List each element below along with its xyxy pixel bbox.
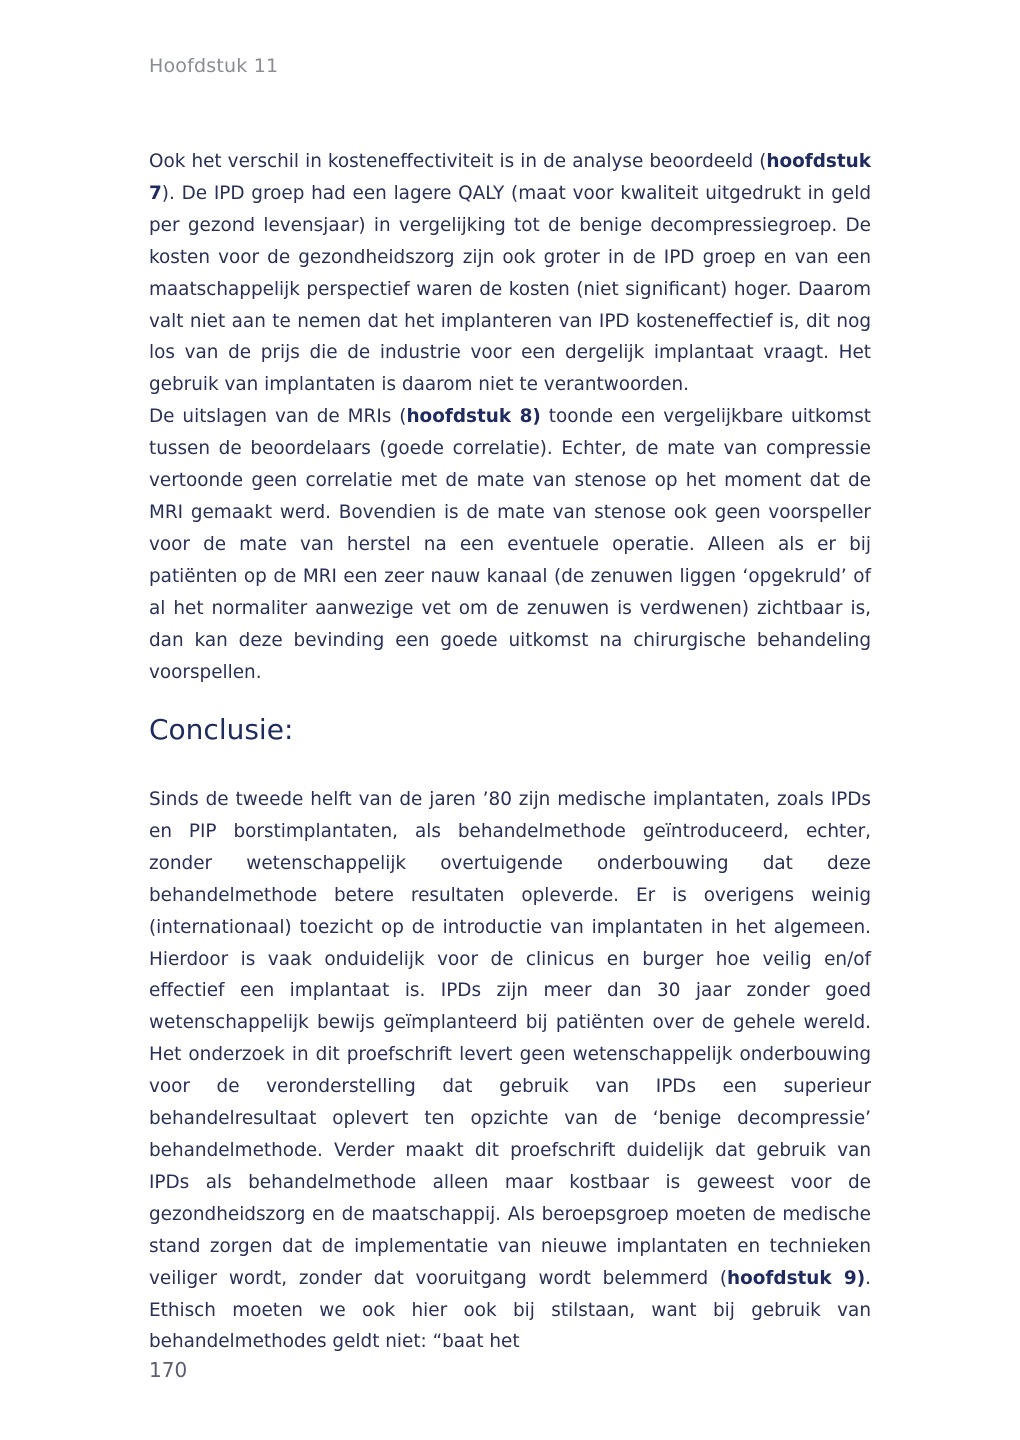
body-text-block	[149, 146, 871, 688]
conclusion-text-block	[149, 784, 871, 1358]
text-run: toonde een vergelijkbare uitkomst tussen de beoordelaars (goede correlatie). Echter, de mate van compressie vertoonde geen correlatie met de mate van stenose op het moment dat de MRI gemaakt werd. Bovendien is de mate van stenose ook geen voorspeller voor de mate van herstel na een eventuele operatie. Alleen als er bij patiënten op de MRI een zeer nauw kanaal (de zenuwen liggen ‘opgekruld’ of al het normaliter aanwezige vet om de zenuwen is verdwenen) zichtbaar is, dan kan deze bevinding een goede uitkomst na chirurgische behandeling voorspellen.	[149, 406, 871, 683]
paragraph-cost-effectiveness	[149, 146, 871, 401]
text-run: Sinds de tweede helft van de jaren ’80 zijn medische implantaten, zoals IPDs en PIP borstimplantaten, als behandelmethode geïntroduceerd, echter, zonder wetenschappelijk overtuigende onderbouwing dat deze behandelmethode betere resultaten opleverde. Er is overigens weinig (internationaal) toezicht op de introductie van implantaten in het algemeen. Hierdoor is vaak onduidelijk voor de clinicus en burger hoe veilig en/of effectief een implantaat is. IPDs zijn meer dan 30 jaar zonder goed wetenschappelijk bewijs geïmplanteerd bij patiënten over de gehele wereld. Het onderzoek in dit proefschrift levert geen wetenschappelijk onderbouwing voor de veronderstelling dat gebruik van IPDs een superieur behandelresultaat oplevert ten opzichte van de ‘benige decompressie’ behandelmethode. Verder maakt dit proefschrift duidelijk dat gebruik van IPDs als behandelmethode alleen maar kostbaar is geweest voor de gezondheidszorg en de maatschappij. Als beroepsgroep moeten de medische stand zorgen dat de implementatie van nieuwe implantaten en technieken veiliger wordt, zonder dat vooruitgang wordt belemmerd (	[149, 789, 871, 1289]
chapter-reference: hoofdstuk 9)	[727, 1267, 866, 1289]
chapter-reference: hoofdstuk 8)	[406, 406, 541, 428]
text-run: Ook het verschil in kosteneffectiviteit is in de analyse beoordeeld (	[149, 151, 767, 172]
page-number: 170	[149, 1358, 188, 1382]
text-run: De uitslagen van de MRIs (	[149, 406, 407, 428]
chapter-reference: hoofdstuk 7	[149, 151, 871, 204]
text-run: ). De IPD groep had een lagere QALY (maat voor kwaliteit uitgedrukt in geld per gezond levensjaar) in vergelijking tot de benige decompressiegroep. De kosten voor de gezondheidszorg zijn ook groter in de IPD groep en van een maatschappelijk perspectief waren de kosten (niet significant) hoger. Daarom valt niet aan te nemen dat het implanteren van IPD kosteneffectief is, dit nog los van de prijs die de industrie voor een dergelijk implantaat vraagt. Het gebruik van implantaten is daarom niet te verantwoorden.	[149, 182, 871, 396]
section-heading: Conclusie:	[149, 713, 294, 746]
running-head: Hoofdstuk 11	[149, 55, 279, 77]
paragraph-conclusion	[149, 784, 871, 1358]
paragraph-mri-results	[149, 401, 871, 688]
text-run: . Ethisch moeten we ook hier ook bij stilstaan, want bij gebruik van behandelmethodes geldt niet: “baat het	[149, 1267, 871, 1353]
